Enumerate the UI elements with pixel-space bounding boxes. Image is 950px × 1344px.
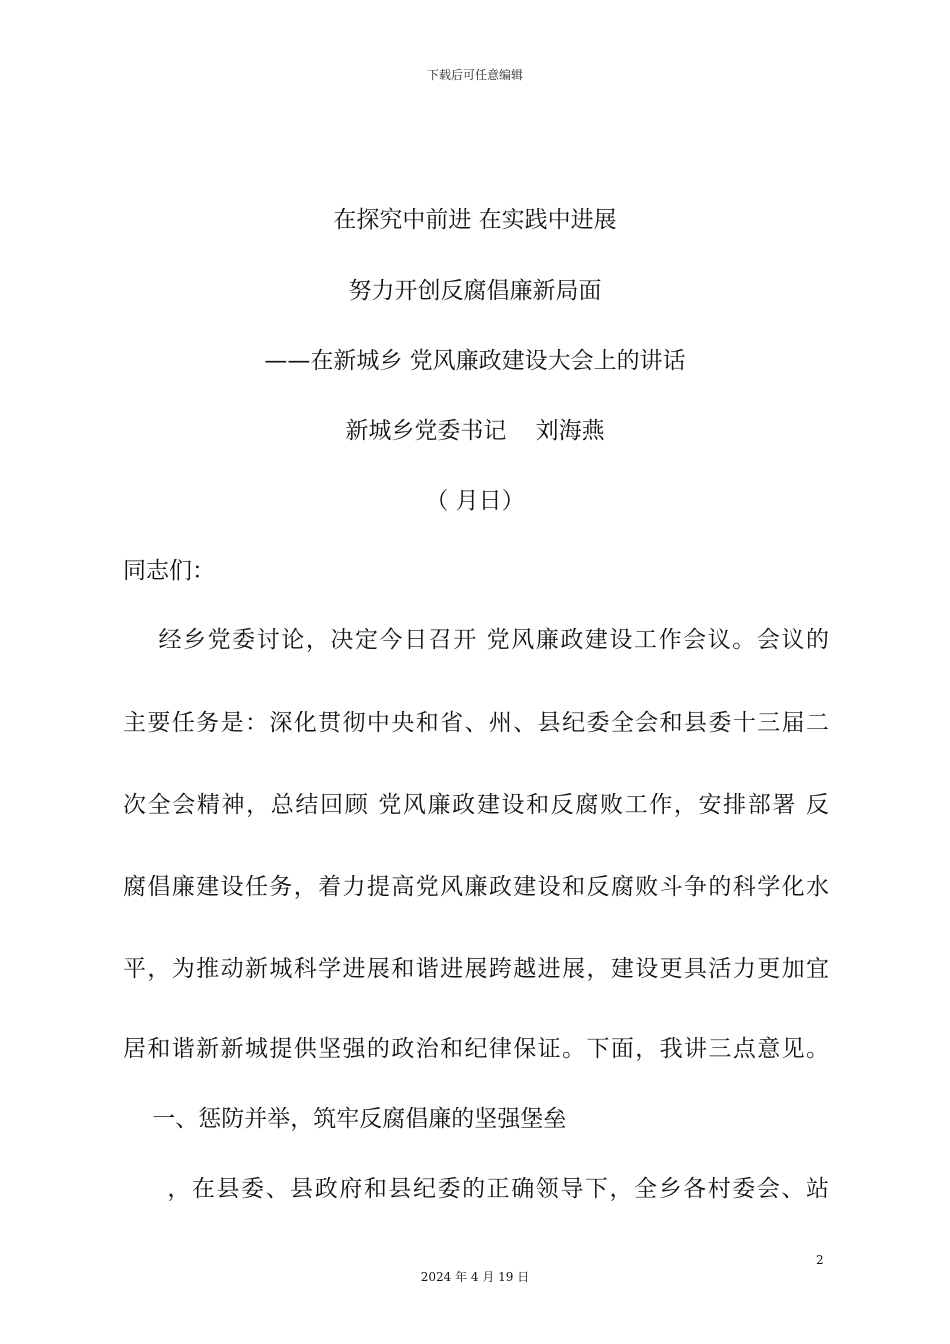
title-line-1: 在探究中前进 在实践中进展 xyxy=(333,207,617,233)
paragraph-line: 经乡党委讨论，决定今日召开 党风廉政建设工作会议。会议的 xyxy=(123,627,829,653)
title-line-2: 努力开创反腐倡廉新局面 xyxy=(348,278,602,304)
speech-date: （ 月日） xyxy=(425,488,525,514)
paragraph-line: ，在县委、县政府和县纪委的正确领导下，全乡各村委会、站 xyxy=(123,1176,829,1202)
section-heading-1: 一、惩防并举，筑牢反腐倡廉的坚强堡垒 xyxy=(123,1106,567,1132)
paragraph-line: 居和谐新新城提供坚强的政治和纪律保证。下面，我讲三点意见。 xyxy=(123,1036,829,1062)
footer-date: 2024 年 4 月 19 日 xyxy=(420,1270,530,1284)
subtitle: ——在新城乡 党风廉政建设大会上的讲话 xyxy=(264,348,686,374)
salutation: 同志们： xyxy=(123,558,215,584)
paragraph-line: 次全会精神，总结回顾 党风廉政建设和反腐败工作，安排部署 反 xyxy=(123,792,829,818)
paragraph-line: 平，为推动新城科学进展和谐进展跨越进展，建设更具活力更加宜 xyxy=(123,956,829,982)
paragraph-line: 主要任务是：深化贯彻中央和省、州、县纪委全会和县委十三届二 xyxy=(123,710,829,736)
paragraph-line: 腐倡廉建设任务，着力提高党风廉政建设和反腐败斗争的科学化水 xyxy=(123,874,829,900)
page-number: 2 xyxy=(816,1253,824,1267)
speaker-line: 新城乡党委书记 刘海燕 xyxy=(345,418,605,444)
header-note: 下载后可任意编辑 xyxy=(426,68,523,82)
